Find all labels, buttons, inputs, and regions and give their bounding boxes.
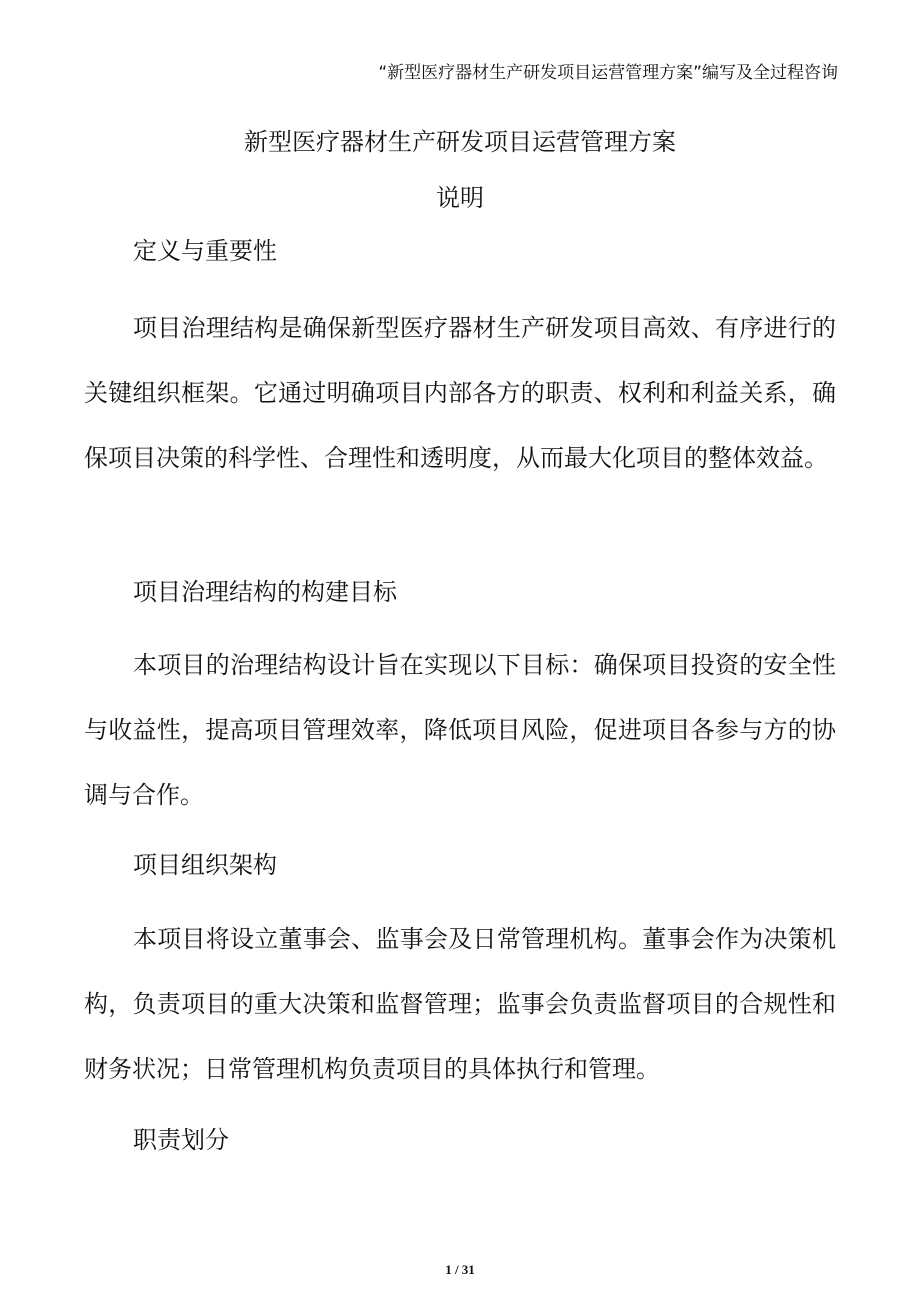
document-subtitle: 说明 bbox=[436, 184, 484, 212]
running-header: “新型医疗器材生产研发项目运营管理方案”编写及全过程咨询 bbox=[378, 63, 838, 83]
section-heading: 职责划分 bbox=[133, 1126, 229, 1154]
section-paragraph: 本项目的治理结构设计旨在实现以下目标：确保项目投资的安全性与收益性，提高项目管理效率，降低项目风险，促进项目各参与方的协调与合作。 bbox=[84, 651, 836, 809]
section-heading: 项目治理结构的构建目标 bbox=[133, 578, 397, 606]
section-paragraph: 项目治理结构是确保新型医疗器材生产研发项目高效、有序进行的关键组织框架。它通过明确项目内部各方的职责、权利和利益关系，确保项目决策的科学性、合理性和透明度，从而最大化项目的整体效益。 bbox=[84, 314, 836, 472]
section-paragraph: 本项目将设立董事会、监事会及日常管理机构。董事会作为决策机构，负责项目的重大决策和监督管理；监事会负责监督项目的合规性和财务状况；日常管理机构负责项目的具体执行和管理。 bbox=[84, 925, 836, 1083]
section-heading: 定义与重要性 bbox=[133, 237, 277, 265]
document-title: 新型医疗器材生产研发项目运营管理方案 bbox=[244, 128, 676, 156]
page-indicator: 1 / 31 bbox=[445, 1262, 475, 1277]
section-heading: 项目组织架构 bbox=[133, 851, 277, 879]
